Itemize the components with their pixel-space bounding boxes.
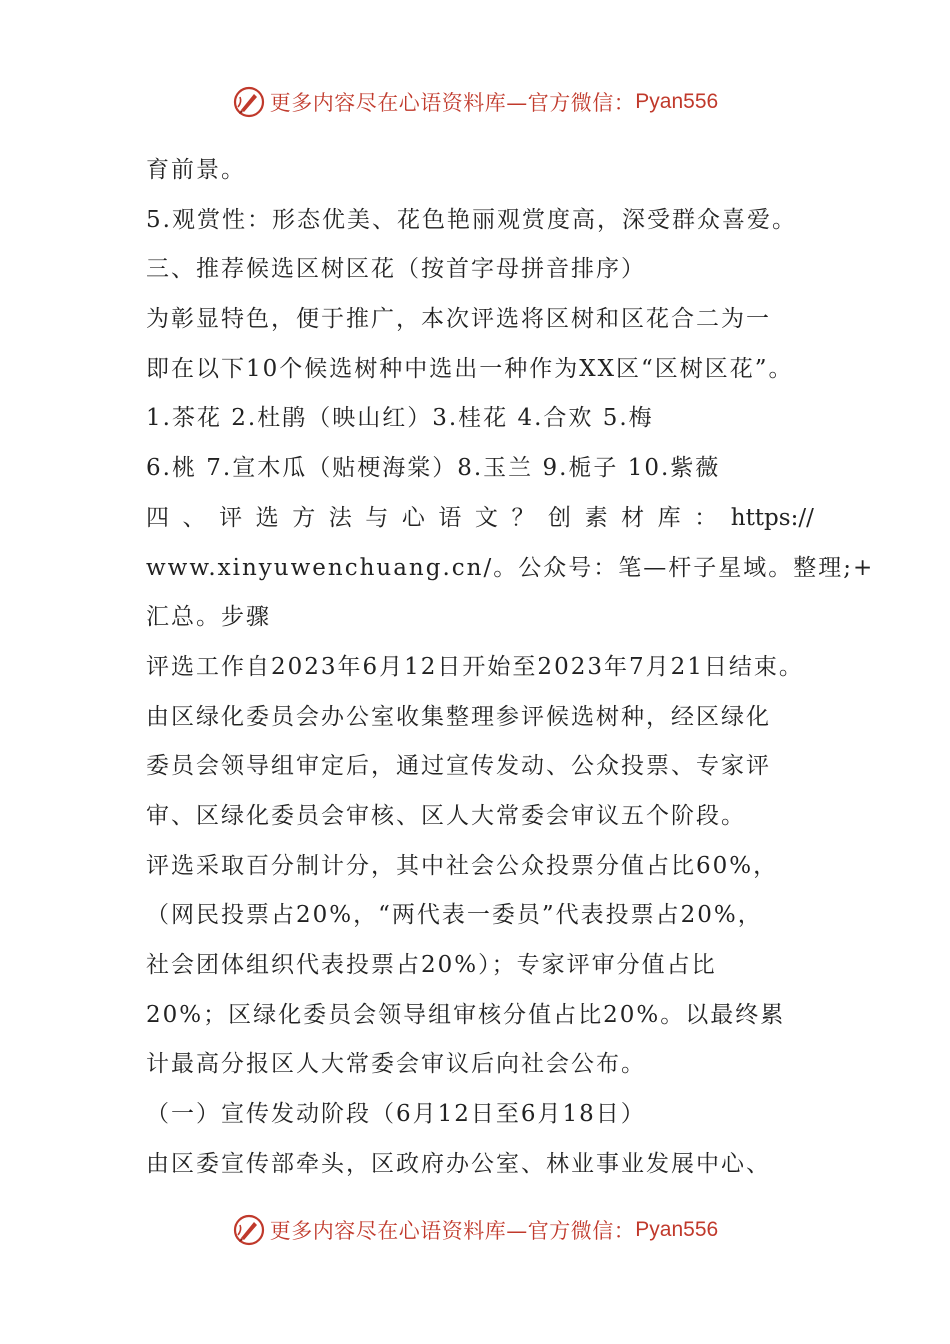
body-line: 计最高分报区人大常委会审议后向社会公布。 xyxy=(146,1051,646,1078)
heading-char: 库 xyxy=(657,504,681,531)
pen-logo-icon xyxy=(232,85,266,119)
body-line: www.xinyuwenchuang.cn/。公众号：笔—杆子星域。整理;+ xyxy=(146,554,875,581)
heading-char: 与 xyxy=(365,504,389,531)
body-line: 汇总。步骤 xyxy=(146,604,271,631)
heading-char: 心 xyxy=(401,504,425,531)
heading-char: 选 xyxy=(255,504,279,531)
footer-watermark-banner xyxy=(0,1210,950,1250)
candidate-list-line: 6.桃 7.宣木瓜（贴梗海棠）8.玉兰 9.栀子 10.紫薇 xyxy=(146,455,721,482)
section-heading-justified xyxy=(146,494,814,544)
body-line: 20%；区绿化委员会领导组审核分值占比20%。以最终累 xyxy=(146,1001,786,1028)
heading-url-part: https:// xyxy=(730,504,814,531)
body-line: 由区绿化委员会办公室收集整理参评候选树种，经区绿化 xyxy=(146,703,771,730)
body-line: 由区委宣传部牵头，区政府办公室、林业事业发展中心、 xyxy=(146,1150,771,1177)
section-heading: 三、推荐候选区树区花（按首字母拼音排序） xyxy=(146,256,646,283)
body-line: 审、区绿化委员会审核、区人大常委会审议五个阶段。 xyxy=(146,802,746,829)
heading-char: 文 xyxy=(474,504,498,531)
heading-char: ： xyxy=(694,504,718,531)
heading-char: 四 xyxy=(146,504,169,531)
body-line: 为彰显特色，便于推广，本次评选将区树和区花合二为一 xyxy=(146,306,771,333)
heading-char: 法 xyxy=(328,504,352,531)
pen-logo-icon xyxy=(232,1213,266,1247)
body-line: 社会团体组织代表投票占20%）；专家评审分值占比 xyxy=(146,952,717,978)
subsection-heading: （一）宣传发动阶段（6月12日至6月18日） xyxy=(146,1101,646,1128)
body-line: （网民投票占20%，“两代表一委员”代表投票占20%， xyxy=(146,902,763,929)
heading-char: 评 xyxy=(219,504,243,531)
heading-char: 材 xyxy=(621,504,645,531)
heading-char: 创 xyxy=(548,504,572,531)
heading-char: 、 xyxy=(182,504,206,531)
banner-contact: Pyan556 xyxy=(635,1218,719,1241)
banner-contact: Pyan556 xyxy=(635,90,719,113)
heading-char: 语 xyxy=(438,504,462,531)
body-line: 育前景。 xyxy=(146,157,246,183)
body-line: 评选采取百分制计分，其中社会公众投票分值占比60%， xyxy=(146,852,779,879)
candidate-list-line: 1.茶花 2.杜鹃（映山红）3.桂花 4.合欢 5.梅 xyxy=(146,405,654,432)
banner-text: 更多内容尽在心语资料库—官方微信： xyxy=(269,1219,636,1243)
body-line: 即在以下10个候选树种中选出一种作为XX区“区树区花”。 xyxy=(146,355,794,382)
body-line: 委员会领导组审定后，通过宣传发动、公众投票、专家评 xyxy=(146,753,771,780)
header-watermark-banner xyxy=(0,82,950,122)
heading-char: 素 xyxy=(584,504,608,531)
heading-char: ？ xyxy=(511,504,535,531)
document-body xyxy=(146,146,875,1189)
banner-text: 更多内容尽在心语资料库—官方微信： xyxy=(269,91,636,115)
heading-char: 方 xyxy=(292,504,316,531)
body-line: 5.观赏性：形态优美、花色艳丽观赏度高，深受群众喜爱。 xyxy=(146,206,797,233)
body-line: 评选工作自2023年6月12日开始至2023年7月21日结束。 xyxy=(146,653,804,680)
